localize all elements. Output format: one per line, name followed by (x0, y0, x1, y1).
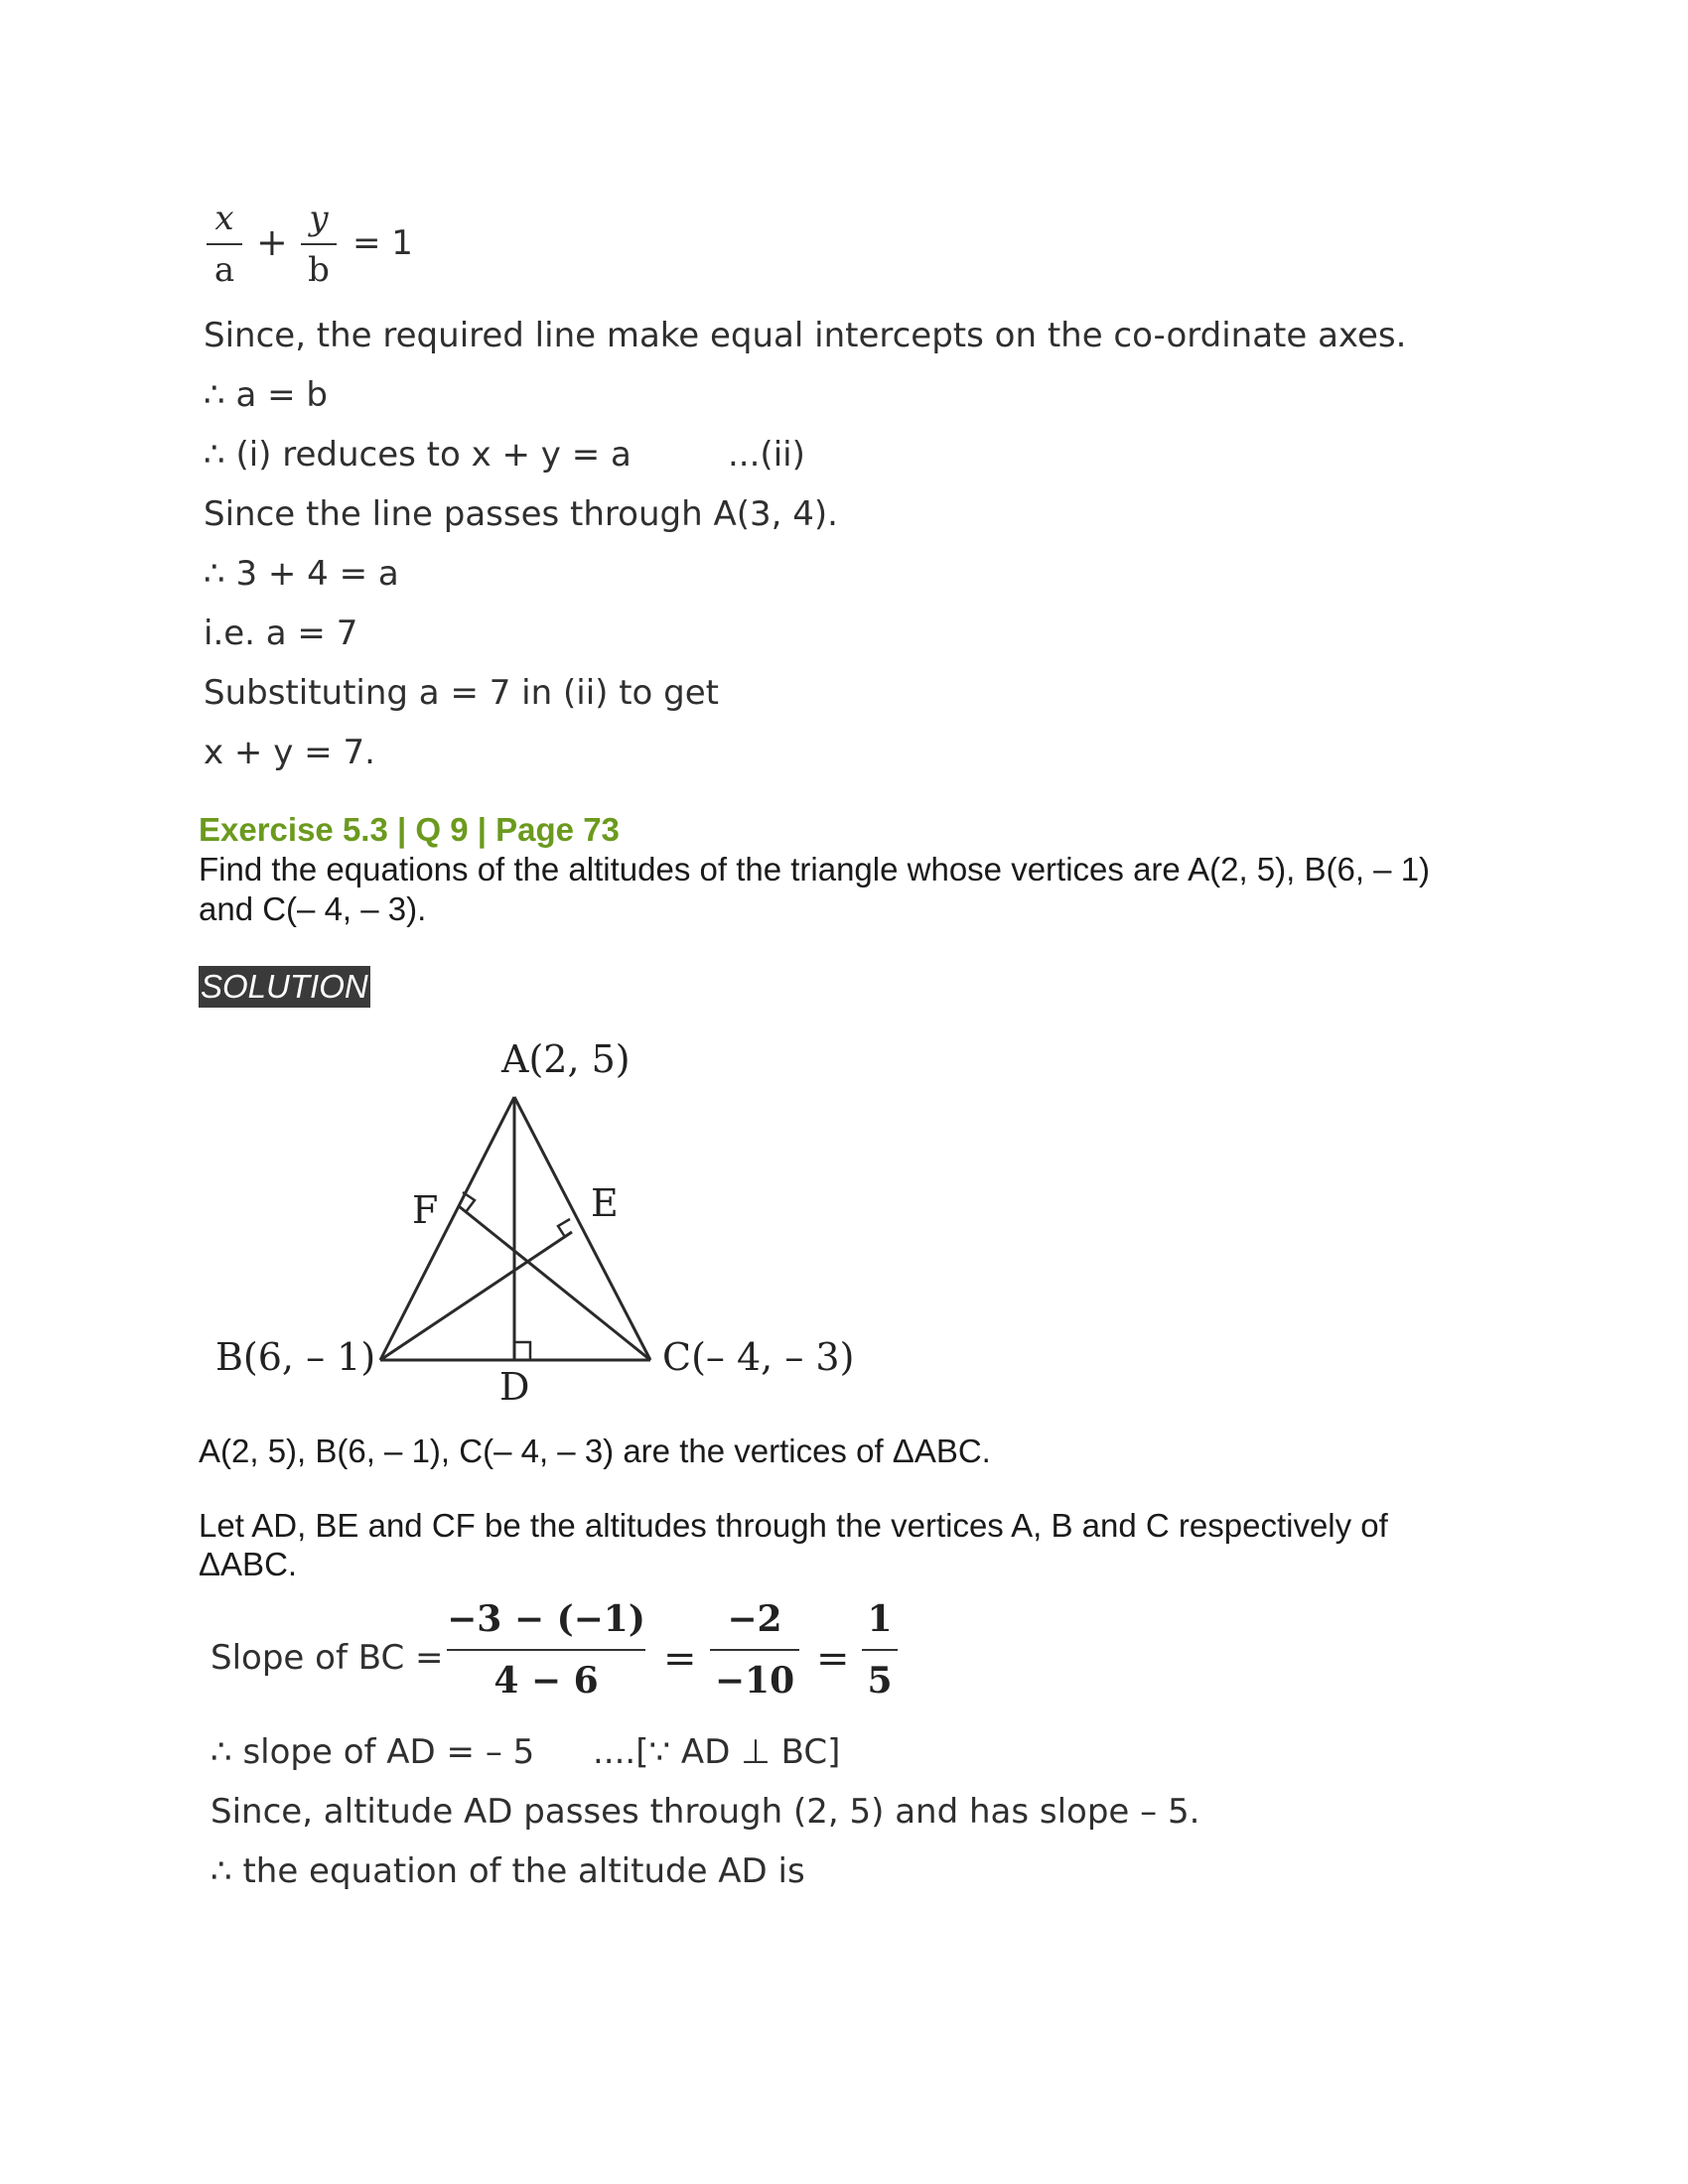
fraction-y-over-b (301, 199, 337, 290)
fraction-bar (207, 243, 242, 245)
slope-fraction-3 (862, 1598, 898, 1702)
equation-rhs: = 1 (352, 223, 413, 263)
text-line: Since the line passes through A(3, 4). (204, 494, 838, 534)
text-line: Since, altitude AD passes through (2, 5) and has slope – 5. (211, 1792, 1200, 1832)
slope-numerator-1: −3 − (−1) (447, 1598, 645, 1640)
numerator-y: y (309, 199, 329, 238)
equals-sign-1: = (663, 1636, 697, 1682)
right-angle-marker-d (514, 1342, 530, 1360)
text-line: Substituting a = 7 in (ii) to get (204, 673, 719, 713)
altitude-be (380, 1232, 572, 1360)
slope-denominator-1: 4 − 6 (493, 1660, 599, 1702)
text-line: ∴ the equation of the altitude AD is (211, 1851, 805, 1891)
slope-denominator-3: 5 (867, 1660, 893, 1702)
foot-label-f: F (412, 1188, 439, 1232)
fraction-bar (862, 1649, 898, 1651)
slope-numerator-2: −2 (727, 1598, 782, 1640)
solution-label: SOLUTION (199, 966, 370, 1008)
text-line: ∴ a = b (204, 375, 328, 415)
question-text-line2: and C(– 4, – 3). (199, 890, 427, 927)
equals-sign-2: = (816, 1636, 850, 1682)
vertices-statement: A(2, 5), B(6, – 1), C(– 4, – 3) are the vertices of ΔABC. (199, 1433, 991, 1469)
foot-label-e: E (591, 1181, 619, 1225)
altitudes-statement-line1: Let AD, BE and CF be the altitudes through the vertices A, B and C respectively of (199, 1507, 1388, 1544)
equation-tag-ii: ...(ii) (728, 435, 805, 475)
fraction-x-over-a (207, 199, 242, 290)
text-line: i.e. a = 7 (204, 614, 358, 653)
slope-numerator-3: 1 (867, 1598, 893, 1640)
altitude-cf (459, 1206, 650, 1360)
denominator-b: b (308, 250, 330, 290)
slope-fraction-2 (710, 1598, 799, 1702)
slope-denominator-2: −10 (714, 1660, 795, 1702)
fraction-bar (301, 243, 337, 245)
slope-label: Slope of BC = (211, 1638, 444, 1678)
altitudes-statement-line2: ΔABC. (199, 1546, 298, 1582)
perpendicular-tag: ....[∵ AD ⊥ BC] (593, 1732, 841, 1772)
vertex-label-a: A(2, 5) (501, 1037, 631, 1081)
fraction-bar (710, 1649, 799, 1651)
slope-fraction-1 (447, 1598, 645, 1702)
side-ac (514, 1097, 650, 1360)
exercise-heading: Exercise 5.3 | Q 9 | Page 73 (199, 811, 620, 848)
vertex-label-b: B(6, – 1) (215, 1335, 376, 1379)
text-line: ∴ slope of AD = – 5 (211, 1732, 535, 1772)
plus-sign: + (256, 220, 288, 264)
denominator-a: a (213, 250, 235, 290)
foot-label-d: D (499, 1365, 530, 1409)
numerator-x: x (214, 199, 234, 238)
side-ab (380, 1097, 514, 1360)
vertex-label-c: C(– 4, – 3) (662, 1335, 855, 1379)
fraction-bar (447, 1649, 645, 1651)
text-line: Since, the required line make equal intercepts on the co-ordinate axes. (204, 316, 1407, 355)
text-line: ∴ (i) reduces to x + y = a (204, 435, 632, 475)
question-text-line1: Find the equations of the altitudes of the triangle whose vertices are A(2, 5), B(6, – 1) (199, 851, 1431, 887)
text-line: ∴ 3 + 4 = a (204, 554, 399, 594)
text-line: x + y = 7. (204, 733, 375, 772)
